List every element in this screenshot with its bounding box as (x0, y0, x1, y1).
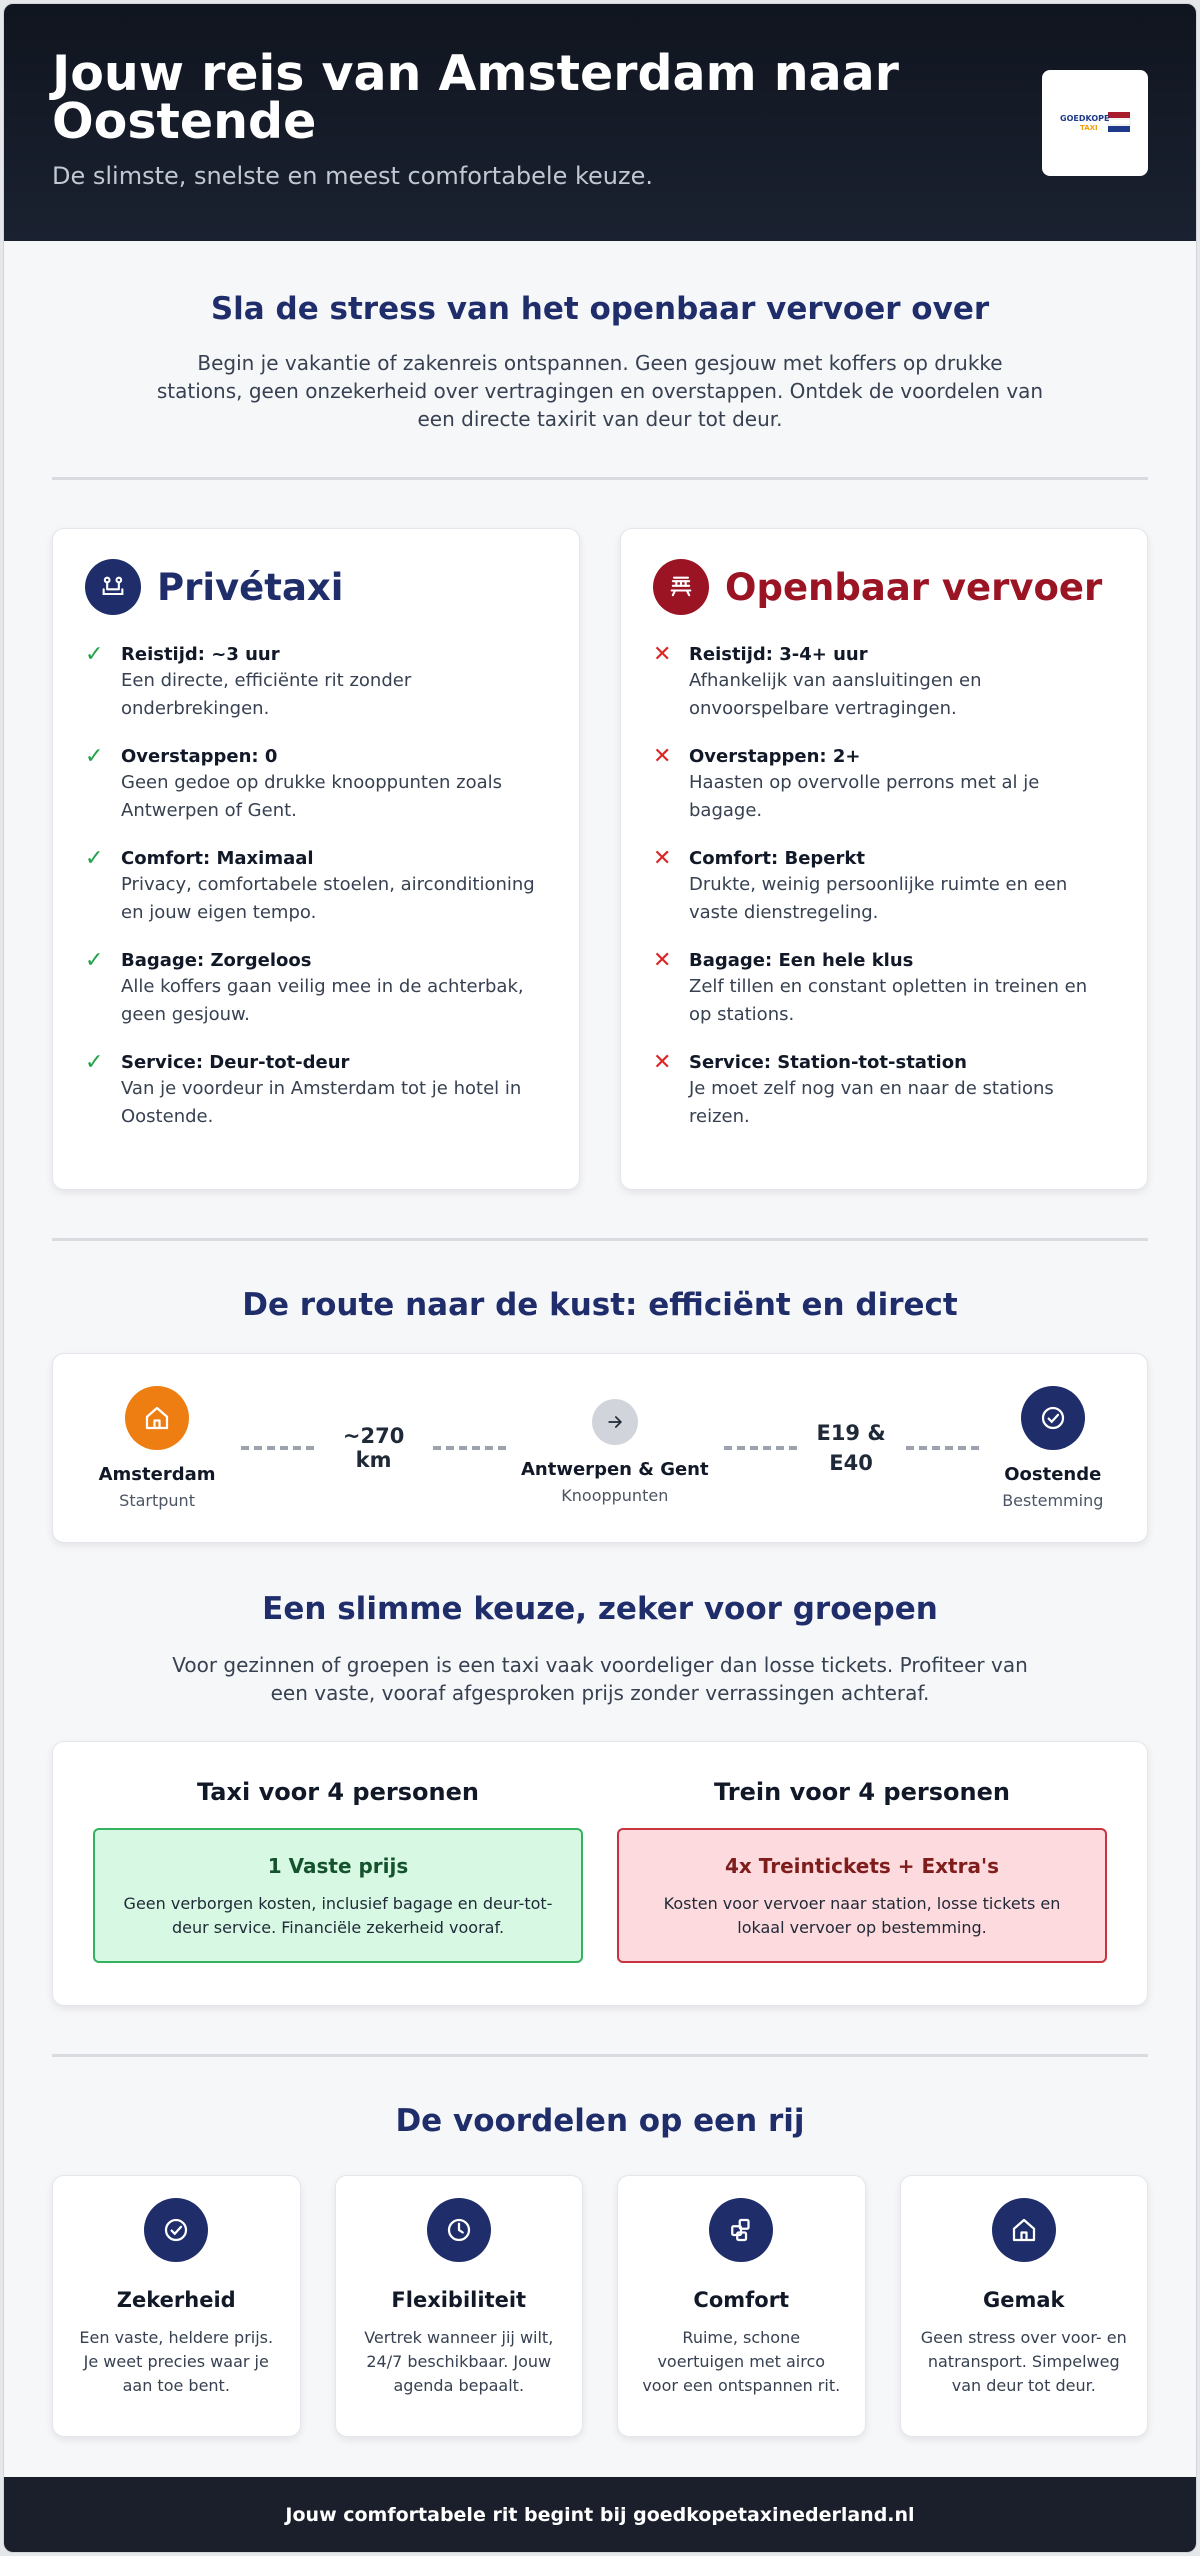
taxi-card (52, 528, 580, 1190)
benefits-heading: De voordelen op een rij (395, 2103, 805, 2139)
benefits-section (4, 2175, 1196, 2437)
train-price-box-desc: Kosten voor vervoer naar station, losse tickets en lokaal vervoer op bestemming. (663, 1894, 1061, 1937)
hero-header (4, 4, 1196, 241)
transit-item (653, 1051, 1115, 1131)
route-start (83, 1386, 231, 1510)
benefit-desc: Een vaste, heldere prijs. Je weet precies waar je aan toe bent. (79, 2328, 274, 2395)
train-icon (653, 559, 709, 615)
route-heading: De route naar de kust: efficiënt en direct (242, 1287, 958, 1323)
benefit-card (335, 2175, 584, 2437)
item-label: Reistijd: 3-4+ uur (689, 644, 868, 665)
divider (52, 1238, 1148, 1241)
check-icon: ✓ (85, 1050, 104, 1075)
benefit-title: Zekerheid (116, 2288, 236, 2312)
page-subtitle: De slimste, snelste en meest comfortabele keuze. (52, 162, 653, 190)
route-end-name: Oostende (1004, 1464, 1102, 1485)
item-desc: Je moet zelf nog van en naar de stations reizen. (689, 1078, 1054, 1127)
taxi-price-box (93, 1828, 583, 1963)
route-via-sub: Knooppunten (561, 1486, 669, 1505)
transit-item (653, 643, 1115, 723)
check-icon: ✓ (85, 846, 104, 871)
transit-title: Openbaar vervoer (725, 565, 1103, 609)
train-price-box (617, 1828, 1107, 1963)
item-label: Comfort: Maximaal (121, 848, 314, 869)
route-line (724, 1446, 797, 1450)
benefit-card (900, 2175, 1149, 2437)
shapes-icon (709, 2198, 773, 2262)
home-icon (992, 2198, 1056, 2262)
footer (4, 2477, 1196, 2552)
cross-icon: ✕ (653, 1050, 672, 1075)
page-title: Jouw reis van Amsterdam naar Oostende (52, 45, 899, 150)
taxi-price-col (93, 1778, 583, 1969)
taxi-item (85, 847, 547, 927)
item-desc: Afhankelijk van aansluitingen en onvoorspelbare vertragingen. (689, 670, 982, 719)
route-start-sub: Startpunt (119, 1491, 195, 1510)
check-icon: ✓ (85, 744, 104, 769)
train-price-title: Trein voor 4 personen (714, 1778, 1010, 1806)
item-label: Overstappen: 2+ (689, 746, 861, 767)
item-desc: Een directe, efficiënte rit zonder onderbrekingen. (121, 670, 412, 719)
route-roads: E19 & E40 (816, 1421, 886, 1475)
route-via (516, 1399, 714, 1505)
transit-item (653, 949, 1115, 1029)
transit-item (653, 847, 1115, 927)
item-label: Bagage: Een hele klus (689, 950, 914, 971)
route-line (906, 1446, 979, 1450)
arrow-right-icon (592, 1399, 638, 1445)
item-desc: Haasten op overvolle perrons met al je bagage. (689, 772, 1040, 821)
taxi-list (85, 643, 547, 1131)
group-heading: Een slimme keuze, zeker voor groepen (262, 1591, 938, 1627)
item-label: Service: Deur-tot-deur (121, 1052, 350, 1073)
item-label: Service: Station-tot-station (689, 1052, 967, 1073)
benefit-title: Flexibiliteit (391, 2288, 527, 2312)
item-desc: Privacy, comfortabele stoelen, airconditioning en jouw eigen tempo. (121, 874, 535, 923)
taxi-price-title: Taxi voor 4 personen (197, 1778, 479, 1806)
item-label: Overstappen: 0 (121, 746, 278, 767)
company-logo (1042, 70, 1148, 176)
taxi-item (85, 643, 547, 723)
group-text: Voor gezinnen of groepen is een taxi vaak voordeliger dan losse tickets. Profiteer van een vaste, vooraf afgesproken prijs zonder verrassingen achteraf. (172, 1653, 1028, 1705)
comparison-section (4, 528, 1196, 1190)
item-desc: Zelf tillen en constant opletten in treinen en op stations. (689, 976, 1088, 1025)
cross-icon: ✕ (653, 642, 672, 667)
intro-heading: Sla de stress van het openbaar vervoer over (210, 291, 990, 327)
transit-card (620, 528, 1148, 1190)
check-badge-icon (1021, 1386, 1085, 1450)
intro-text: Begin je vakantie of zakenreis ontspannen. Geen gesjouw met koffers op drukke stations, geen onzekerheid over vertragingen en overstappen. Ontdek de voordelen van een directe taxirit van deur tot deur. (156, 351, 1044, 431)
item-desc: Drukte, weinig persoonlijke ruimte en een vaste dienstregeling. (689, 874, 1068, 923)
train-price-col (617, 1778, 1107, 1969)
cross-icon: ✕ (653, 846, 672, 871)
benefit-card (52, 2175, 301, 2437)
item-desc: Van je voordeur in Amsterdam tot je hotel in Oostende. (121, 1078, 522, 1127)
taxi-title: Privétaxi (157, 565, 344, 609)
item-label: Bagage: Zorgeloos (121, 950, 312, 971)
benefit-desc: Ruime, schone voertuigen met airco voor een ontspannen rit. (642, 2328, 841, 2395)
route-line (241, 1446, 314, 1450)
taxi-price-box-title: 1 Vaste prijs (267, 1854, 409, 1878)
svg-text:TAXI: TAXI (1080, 124, 1098, 132)
divider (52, 2054, 1148, 2057)
benefit-desc: Vertrek wanneer jij wilt, 24/7 beschikbaar. Jouw agenda bepaalt. (364, 2328, 554, 2395)
item-label: Reistijd: ~3 uur (121, 644, 280, 665)
page (3, 3, 1197, 2553)
benefit-title: Gemak (983, 2288, 1065, 2312)
benefit-card (617, 2175, 866, 2437)
taxi-item (85, 949, 547, 1029)
item-desc: Alle koffers gaan veilig mee in de achterbak, geen gesjouw. (121, 976, 524, 1025)
taxi-price-box-desc: Geen verborgen kosten, inclusief bagage en deur-tot-deur service. Financiële zekerheid vooraf. (123, 1894, 553, 1937)
divider (52, 477, 1148, 480)
route-line (433, 1446, 506, 1450)
route-start-name: Amsterdam (98, 1464, 216, 1485)
transit-item (653, 745, 1115, 825)
cross-icon: ✕ (653, 948, 672, 973)
route-via-name: Antwerpen & Gent (521, 1459, 709, 1480)
seat-icon (85, 559, 141, 615)
taxi-item (85, 1051, 547, 1131)
check-icon: ✓ (85, 948, 104, 973)
item-desc: Geen gedoe op drukke knooppunten zoals Antwerpen of Gent. (121, 772, 503, 821)
train-price-box-title: 4x Treintickets + Extra's (724, 1854, 999, 1878)
cross-icon: ✕ (653, 744, 672, 769)
home-icon (125, 1386, 189, 1450)
svg-text:GOEDKOPE: GOEDKOPE (1060, 114, 1110, 123)
route-end (989, 1386, 1117, 1510)
intro-section (4, 241, 1196, 477)
check-badge-icon (144, 2198, 208, 2262)
clock-icon (427, 2198, 491, 2262)
route-card (52, 1353, 1148, 1543)
check-icon: ✓ (85, 642, 104, 667)
transit-list (653, 643, 1115, 1131)
footer-link-text[interactable]: Jouw comfortabele rit begint bij goedkopetaxinederland.nl (285, 2503, 915, 2526)
price-card (52, 1741, 1148, 2006)
taxi-item (85, 745, 547, 825)
item-label: Comfort: Beperkt (689, 848, 865, 869)
route-end-sub: Bestemming (1002, 1491, 1104, 1510)
benefit-desc: Geen stress over voor- en natransport. Simpelweg van deur tot deur. (920, 2328, 1127, 2395)
route-distance: ~270 km (342, 1424, 405, 1472)
benefit-title: Comfort (693, 2288, 790, 2312)
